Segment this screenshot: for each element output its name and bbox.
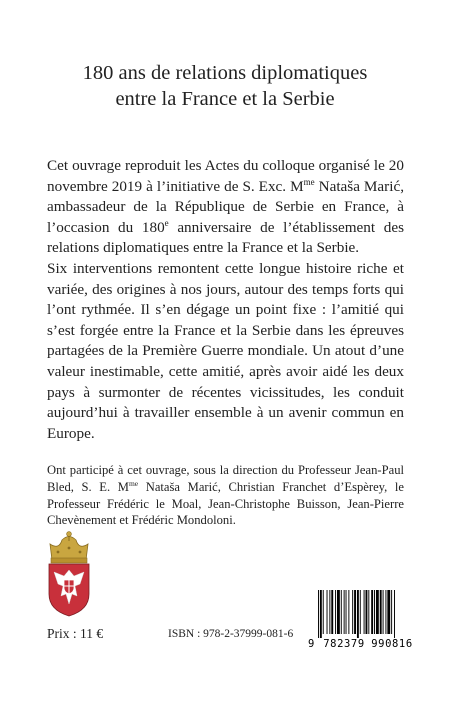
credits-part-a: Ont participé à cet ouvrage, sous la direction du Professeur Jean-Paul Bled, S. E. M: [47, 463, 404, 494]
price-label: Prix : 11 €: [47, 626, 104, 641]
title-line-1: 180 ans de relations diplomatiques: [82, 62, 368, 84]
superscript-e: e: [164, 217, 169, 228]
paragraph-1: [47, 156, 404, 259]
barcode-first-digit: 9: [308, 638, 315, 650]
isbn-label: ISBN : 978-2-37999-081-6: [168, 628, 294, 640]
barcode-right-digits: 990816: [371, 638, 413, 650]
barcode-digits: [308, 638, 420, 650]
barcode: [308, 590, 414, 650]
serbian-coat-of-arms-icon: [44, 530, 94, 625]
contributors-text: [47, 462, 404, 529]
description-text: [47, 156, 404, 444]
title-line-2: entre la France et la Serbie: [115, 88, 335, 110]
paragraph-1-part-b: Nataša Marić, ambassadeur de la République de Serbie en France, à l’occasion du 180: [47, 177, 404, 236]
credits-superscript: me: [128, 478, 139, 488]
paragraph-1-part-c: anniversaire de l’établissement des relations diplomatiques entre la France et la Serbie.: [47, 218, 404, 257]
barcode-left-digits: 782379: [323, 638, 365, 650]
barcode-bars: [314, 590, 414, 640]
credits-part-b: Nataša Marić, Christian Franchet d’Espèrey, le Professeur Frédéric le Moal, Jean-Christophe Buisson, Jean-Pierre Chevènement et Frédéric Mondoloni.: [47, 479, 404, 528]
book-title: [0, 60, 450, 112]
superscript-me: me: [303, 176, 315, 187]
paragraph-2: Six interventions remontent cette longue histoire riche et variée, des origines à nos jours, autour des temps forts qui l’ont rythmée. Il s’en dégage un point fixe : l’amitié qui s’est forgée entre la France et la Serbie dans les épreuves partagées de la Première Guerre mondiale. Un atout d’une valeur inestimable, cette amitié, après avoir aidé les deux pays à surmonter de récentes vicissitudes, les conduit aujourd’hui à travailler ensemble à un avenir commun en Europe.: [47, 259, 404, 442]
paragraph-1-part-a: Cet ouvrage reproduit les Actes du colloque organisé le 20 novembre 2019 à l’initiative de S. Exc. M: [47, 157, 404, 195]
